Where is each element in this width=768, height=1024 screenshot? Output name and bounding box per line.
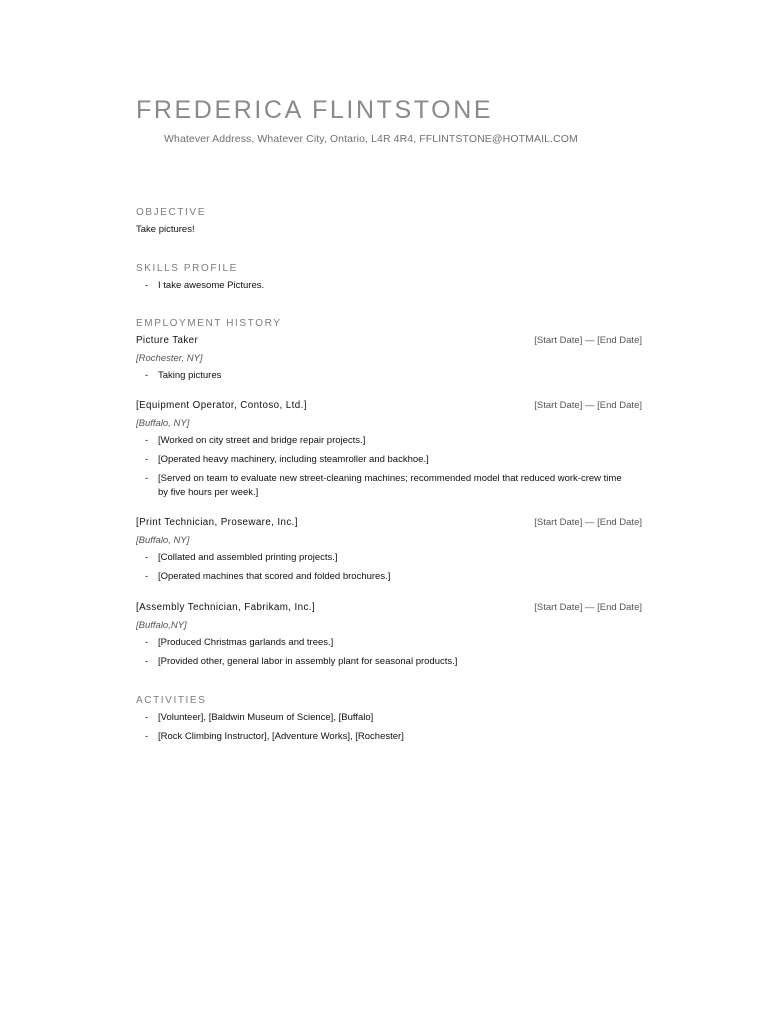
activity-text: [Volunteer], [Baldwin Museum of Science], [Buffalo] [158, 712, 374, 723]
list-item: - [Produced Christmas garlands and trees.] [145, 637, 334, 648]
job-title: [Equipment Operator, Contoso, Ltd.] [136, 400, 307, 411]
duties-list [136, 551, 642, 584]
duty-text: [Operated heavy machinery, including steamroller and backhoe.] [158, 454, 429, 465]
job-location: [Rochester, NY] [136, 353, 203, 364]
employment-section [136, 318, 642, 329]
list-item: - [Volunteer], [Baldwin Museum of Science], [Buffalo] [145, 712, 374, 723]
job-title: [Print Technician, Proseware, Inc.] [136, 517, 298, 528]
job-entry [136, 335, 642, 383]
duty-text: [Served on team to evaluate new street-cleaning machines; recommended model that reduced work-crew time by five hours per week.] [158, 473, 622, 498]
section-heading-activities: ACTIVITIES [136, 695, 207, 706]
job-dates: [Start Date] — [End Date] [534, 517, 642, 528]
duty-text: [Operated machines that scored and folded brochures.] [158, 571, 391, 582]
duty-text: [Provided other, general labor in assembly plant for seasonal products.] [158, 656, 458, 667]
job-entry [136, 602, 642, 669]
duty-text: [Produced Christmas garlands and trees.] [158, 637, 334, 648]
duty-text: [Collated and assembled printing projects.] [158, 552, 338, 563]
job-entry [136, 517, 642, 584]
job-dates: [Start Date] — [End Date] [534, 335, 642, 346]
skills-section [136, 263, 642, 293]
job-title: Picture Taker [136, 335, 199, 346]
section-heading-objective: OBJECTIVE [136, 207, 206, 218]
section-heading-employment: EMPLOYMENT HISTORY [136, 318, 282, 329]
job-title: [Assembly Technician, Fabrikam, Inc.] [136, 602, 316, 613]
list-item: - Taking pictures [145, 370, 222, 381]
activities-section [136, 695, 642, 744]
list-item: - [Provided other, general labor in assembly plant for seasonal products.] [145, 656, 458, 667]
activity-text: [Rock Climbing Instructor], [Adventure Works], [Rochester] [158, 731, 404, 742]
job-dates: [Start Date] — [End Date] [534, 400, 642, 411]
duties-list [136, 369, 642, 383]
applicant-name: FREDERICA FLINTSTONE [136, 96, 494, 124]
objective-section [136, 207, 642, 235]
job-location: [Buffalo, NY] [136, 535, 190, 546]
job-location: [Buffalo, NY] [136, 418, 190, 429]
list-item: - I take awesome Pictures. [145, 280, 265, 291]
activities-list [136, 711, 642, 744]
list-item: - [Collated and assembled printing projects.] [145, 552, 338, 563]
list-item: - [Operated heavy machinery, including steamroller and backhoe.] [145, 454, 429, 465]
section-heading-skills: SKILLS PROFILE [136, 263, 238, 274]
skills-list [136, 279, 642, 293]
list-item: - [Rock Climbing Instructor], [Adventure Works], [Rochester] [145, 731, 404, 742]
contact-info: Whatever Address, Whatever City, Ontario, L4R 4R4, FFLINTSTONE@HOTMAIL.COM [164, 133, 578, 145]
list-item: - [Served on team to evaluate new street-cleaning machines; recommended model that reduced work-crew time by five hours per week.] [145, 473, 622, 498]
job-location: [Buffalo,NY] [136, 620, 187, 631]
job-entry [136, 400, 642, 500]
job-dates: [Start Date] — [End Date] [534, 602, 642, 613]
list-item: - [Operated machines that scored and folded brochures.] [145, 571, 391, 582]
duty-text: [Worked on city street and bridge repair projects.] [158, 435, 366, 446]
list-item: - [Worked on city street and bridge repair projects.] [145, 435, 366, 446]
skill-text: I take awesome Pictures. [158, 280, 265, 291]
duty-text: Taking pictures [158, 370, 222, 381]
duties-list [136, 434, 642, 500]
duties-list [136, 636, 642, 669]
objective-text: Take pictures! [136, 224, 195, 235]
